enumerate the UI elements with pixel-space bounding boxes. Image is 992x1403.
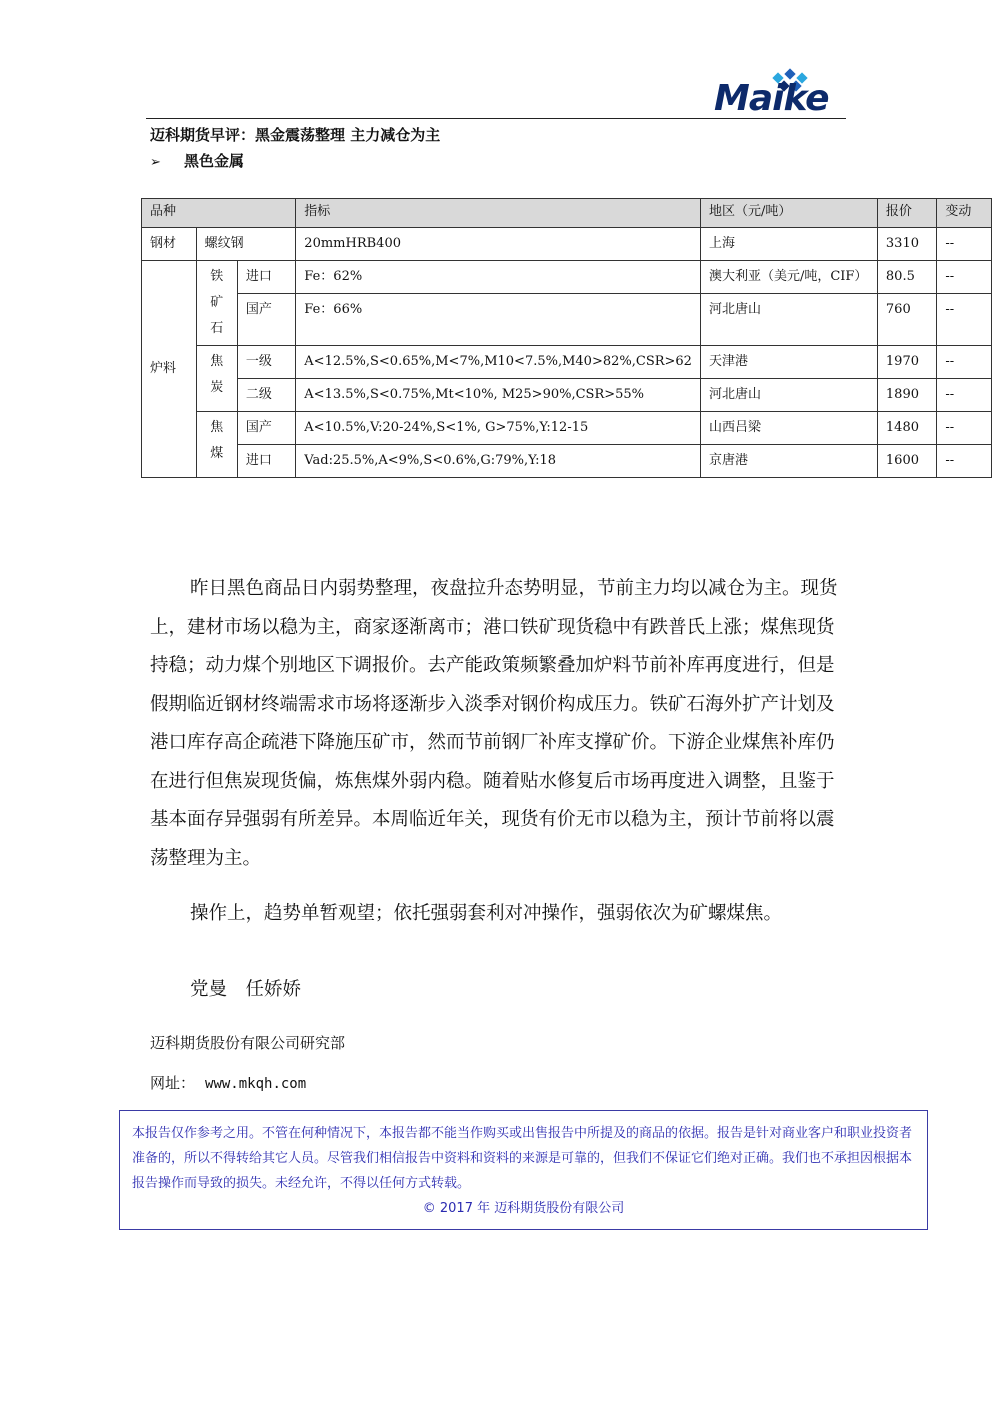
- cell-sub: 国产: [237, 412, 295, 445]
- cell-sub: 国产: [237, 294, 295, 346]
- arrow-bullet-icon: ➢: [150, 155, 161, 170]
- cell-product-vertical: 焦 煤: [196, 412, 237, 478]
- cell-change: --: [937, 346, 992, 379]
- cell-change: --: [937, 445, 992, 478]
- cell-spec: Fe：66%: [296, 294, 701, 346]
- cell-price: 1890: [877, 379, 936, 412]
- maike-logo: [712, 68, 850, 120]
- table-row: [142, 412, 992, 445]
- cell-region: 上海: [700, 228, 877, 261]
- website-link[interactable]: www.mkqh.com: [205, 1076, 307, 1092]
- copyright-line: © 2017 年 迈科期货股份有限公司: [422, 1201, 625, 1216]
- table-row: [142, 294, 992, 346]
- cell-price: 3310: [877, 228, 936, 261]
- header-variety: 品种: [142, 199, 296, 228]
- strategy-paragraph: [150, 895, 850, 934]
- cell-region: 河北唐山: [700, 379, 877, 412]
- cell-price: 1970: [877, 346, 936, 379]
- strategy-text: 操作上，趋势单暂观望；依托强弱套利对冲操作，强弱依次为矿螺煤焦。: [190, 903, 783, 924]
- cell-product-vertical: 焦 炭: [196, 346, 237, 412]
- header-price: 报价: [877, 199, 936, 228]
- cell-price: 760: [877, 294, 936, 346]
- cell-sub: 进口: [237, 261, 295, 294]
- table-row: [142, 261, 992, 294]
- commentary-text: 昨日黑色商品日内弱势整理，夜盘拉升态势明显，节前主力均以减仓为主。现货上，建材市场以稳为主，商家逐渐离市；港口铁矿现货稳中有跌普氏上涨；煤焦现货持稳；动力煤个别地区下调报价。去产能政策频繁叠加炉料节前补库再度进行，但是假期临近钢材终端需求市场将逐渐步入淡季对钢价构成压力。铁矿石海外扩产计划及港口库存高企疏港下降施压矿市，然而节前钢厂补库支撑矿价。下游企业煤焦补库仍在进行但焦炭现货偏，炼焦煤外弱内稳。随着贴水修复后市场再度进入调整，且鉴于基本面存异强弱有所差异。本周临近年关，现货有价无市以稳为主，预计节前将以震荡整理为主。: [150, 578, 838, 869]
- table-row: [142, 379, 992, 412]
- cell-sub: 一级: [237, 346, 295, 379]
- cell-spec: 20mmHRB400: [296, 228, 701, 261]
- cell-spec: A<12.5%,S<0.65%,M<7%,M10<7.5%,M40>82%,CSR>62: [296, 346, 701, 379]
- company-department: 迈科期货股份有限公司研究部: [150, 1034, 346, 1052]
- table-row: [142, 346, 992, 379]
- logo-text: Maike: [714, 78, 829, 119]
- document-title: 迈科期货早评：黑金震荡整理 主力减仓为主: [150, 126, 441, 144]
- cell-region: 澳大利亚（美元/吨，CIF）: [700, 261, 877, 294]
- cell-change: --: [937, 379, 992, 412]
- cell-category: 炉料: [142, 261, 197, 478]
- price-table: [141, 198, 992, 478]
- section-title: 黑色金属: [184, 152, 245, 170]
- disclaimer-text: 本报告仅作参考之用。不管在何种情况下，本报告都不能当作购买或出售报告中所提及的商品的依据。报告是针对商业客户和职业投资者准备的，所以不得转给其它人员。尽管我们相信报告中资料和资料的来源是可靠的，但我们不保证它们绝对正确。我们也不承担因根据本报告操作而导致的损失。未经允许，不得以任何方式转载。: [132, 1126, 913, 1191]
- cell-change: --: [937, 294, 992, 346]
- cell-region: 京唐港: [700, 445, 877, 478]
- cell-region: 天津港: [700, 346, 877, 379]
- cell-price: 1480: [877, 412, 936, 445]
- cell-change: --: [937, 412, 992, 445]
- website-line: [150, 1072, 306, 1093]
- website-label: 网址：: [150, 1074, 196, 1092]
- authors: 党曼 任娇娇: [190, 979, 302, 1000]
- cell-product-vertical: 铁 矿 石: [196, 261, 237, 346]
- cell-spec: A<13.5%,S<0.75%,Mt<10%, M25>90%,CSR>55%: [296, 379, 701, 412]
- header-rule: [146, 118, 846, 119]
- table-row: [142, 228, 992, 261]
- cell-region: 河北唐山: [700, 294, 877, 346]
- cell-category: 钢材: [142, 228, 197, 261]
- cell-change: --: [937, 228, 992, 261]
- commentary-paragraph: [150, 570, 850, 878]
- cell-sub: 进口: [237, 445, 295, 478]
- table-row: [142, 445, 992, 478]
- cell-region: 山西吕梁: [700, 412, 877, 445]
- cell-spec: Fe：62%: [296, 261, 701, 294]
- disclaimer-box: [119, 1110, 928, 1230]
- cell-product: 螺纹钢: [196, 228, 296, 261]
- cell-spec: Vad:25.5%,A<9%,S<0.6%,G:79%,Y:18: [296, 445, 701, 478]
- cell-spec: A<10.5%,V:20-24%,S<1%, G>75%,Y:12-15: [296, 412, 701, 445]
- cell-change: --: [937, 261, 992, 294]
- section-heading: [150, 150, 244, 171]
- cell-sub: 二级: [237, 379, 295, 412]
- table-header-row: [142, 199, 992, 228]
- cell-price: 80.5: [877, 261, 936, 294]
- header-change: 变动: [937, 199, 992, 228]
- header-indicator: 指标: [296, 199, 701, 228]
- header-region: 地区（元/吨）: [700, 199, 877, 228]
- cell-price: 1600: [877, 445, 936, 478]
